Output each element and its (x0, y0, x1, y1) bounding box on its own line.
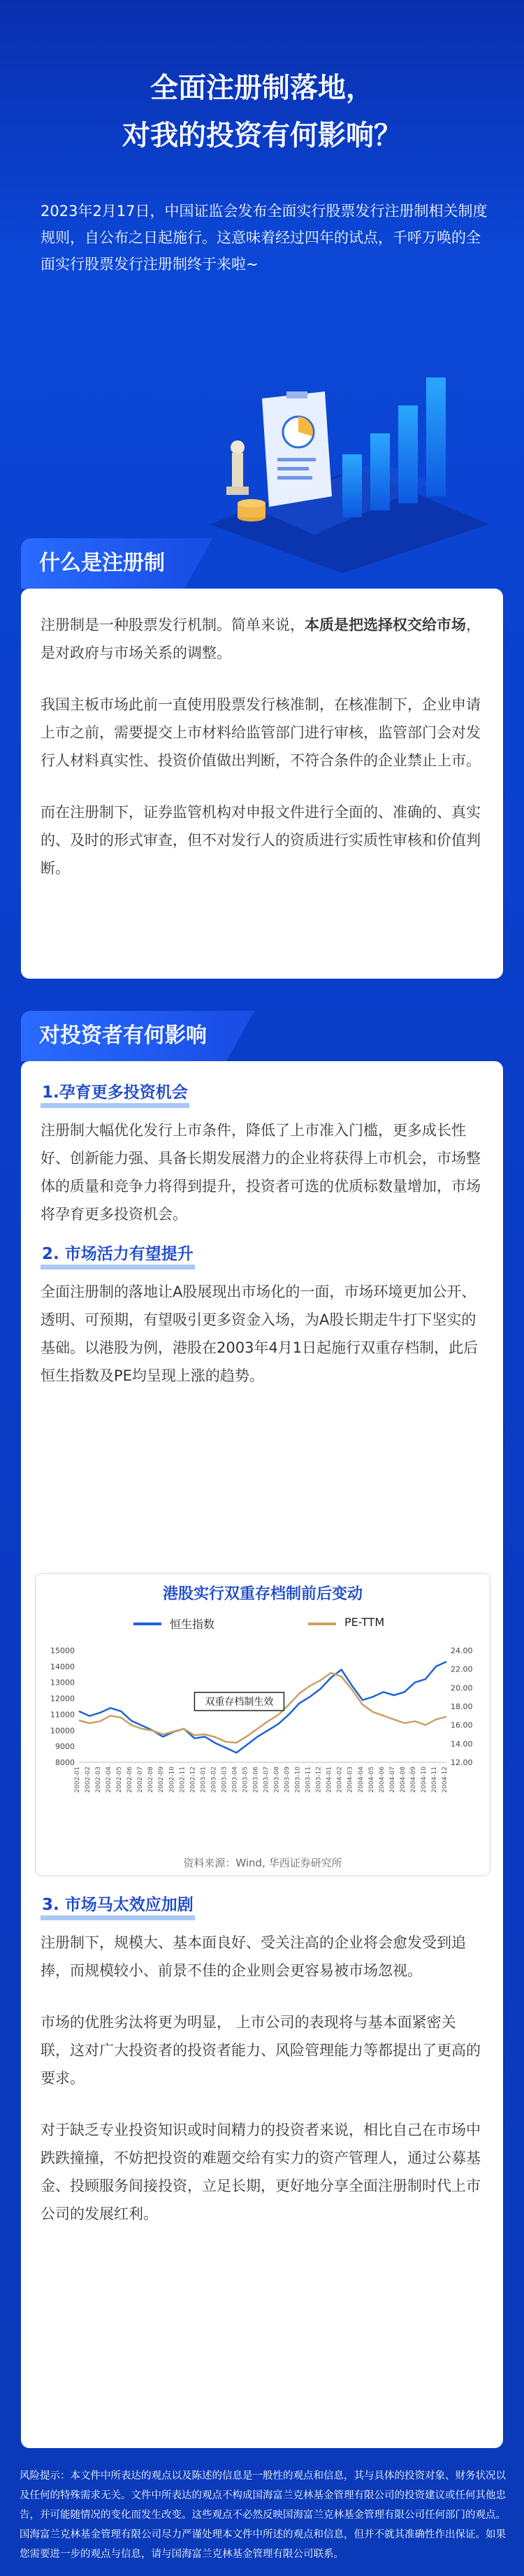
x-tick-label: 2003-01 (200, 1766, 208, 1793)
x-tick-label: 2004-06 (378, 1766, 386, 1793)
x-tick-label: 2002-03 (95, 1766, 103, 1793)
chart-container (35, 1573, 490, 1876)
line-chart (36, 1616, 490, 1846)
section1-paragraph-3: 而在注册制下，证券监管机构对申报文件进行全面的、准确的、真实的、及时的形式审查，但不对发行人的资质进行实质性审核和价值判断。 (41, 804, 481, 877)
x-tick-label: 2002-02 (85, 1766, 92, 1793)
x-tick-label: 2002-04 (105, 1766, 113, 1793)
x-tick-label: 2004-08 (399, 1766, 407, 1793)
y-left-tick-label: 11000 (50, 1710, 75, 1720)
point3-paragraph-3: 对于缺乏专业投资知识或时间精力的投资者来说，相比自己在市场中跌跌撞撞，不妨把投资的难题交给有实力的资产管理人，通过公募基金、投顾服务间接投资，立足长期，更好地分享全面注册制时代上市公司的发展红利。 (41, 2122, 481, 2222)
point2-title: 2. 市场活力有望提升 (41, 1244, 195, 1269)
x-tick-label: 2002-05 (116, 1766, 124, 1793)
x-tick-label: 2003-06 (252, 1766, 260, 1793)
point3-paragraph-1: 注册制下，规模大、基本面良好、受关注高的企业将会愈发受到追捧，而规模较小、前景不佳的企业则会更容易被市场忽视。 (41, 1934, 466, 1979)
y-right-tick-label: 16.00 (451, 1720, 473, 1730)
section2-heading: 对投资者有何影响 (21, 1011, 226, 1061)
x-tick-label: 2002-08 (147, 1766, 155, 1793)
y-right-tick-label: 20.00 (451, 1683, 473, 1693)
x-tick-label: 2004-05 (367, 1766, 375, 1793)
x-tick-label: 2003-08 (273, 1766, 281, 1793)
hero-title-line1: 全面注册制落地， (150, 72, 374, 104)
x-tick-label: 2003-12 (315, 1766, 323, 1793)
x-tick-label: 2004-09 (409, 1766, 417, 1793)
section1-p1-pre: 注册制是一种股票发行机制。简单来说， (41, 617, 305, 633)
point1-text: 注册制大幅优化发行上市条件，降低了上市准入门槛，更多成长性好、创新能力强、具备长期发展潜力的企业将获得上市机会，市场整体的质量和竞争力将得到提升，投资者可选的优质标数量增加，市场将孕育更多投资机会。 (41, 1122, 481, 1223)
y-left-tick-label: 14000 (50, 1662, 75, 1671)
x-tick-label: 2003-10 (294, 1766, 302, 1793)
hero-illustration (196, 364, 496, 573)
risk-disclaimer: 风险提示：本文件中所表达的观点以及陈述的信息是一般性的观点和信息，其与具体的投资对象、财务状况以及任何的特殊需求无关。文件中所表达的观点不构成国海富兰克林基金管理有限公司的投资建议或任何其他忠告，并可能随情况的变化而发生改变。这些观点不必然反映国海富兰克林基金管理有限公司任何部门的观点。国海富兰克林基金管理有限公司尽力严谨处理本文件中所述的观点和信息，但并不就其准确性作出保证。如果您需要进一步的观点与信息，请与国海富兰克林基金管理有限公司联系。 (20, 2470, 506, 2560)
annotation-label: 双重存档制生效 (205, 1697, 274, 1708)
x-tick-label: 2002-09 (158, 1766, 166, 1793)
x-tick-label: 2003-03 (221, 1766, 228, 1793)
x-tick-label: 2004-11 (430, 1766, 438, 1793)
x-tick-label: 2002-11 (179, 1766, 187, 1793)
section1-paragraph-2: 我国主板市场此前一直使用股票发行核准制，在核准制下，企业申请上市之前，需要提交上市材料给监管部门进行审核，监管部门会对发行人材料真实性、投资价值做出判断，不符合条件的企业禁止上市。 (41, 696, 481, 769)
y-left-tick-label: 8000 (55, 1758, 75, 1767)
x-tick-label: 2002-01 (74, 1766, 81, 1793)
x-tick-label: 2004-10 (420, 1766, 428, 1793)
x-tick-label: 2004-03 (347, 1766, 354, 1793)
x-tick-label: 2003-04 (231, 1766, 239, 1793)
card-what-is-registration (21, 589, 503, 979)
hero-title-line2: 对我的投资有何影响？ (122, 120, 402, 152)
section-impact-on-investors (21, 1011, 226, 1061)
x-tick-label: 2002-12 (189, 1766, 197, 1793)
section-what-is-registration (21, 538, 184, 589)
x-tick-label: 2004-07 (388, 1766, 396, 1793)
y-left-tick-label: 15000 (50, 1646, 75, 1655)
y-right-tick-label: 24.00 (451, 1646, 473, 1655)
x-tick-label: 2003-05 (242, 1766, 249, 1793)
y-left-tick-label: 9000 (55, 1742, 75, 1752)
point3-paragraph-2: 市场的优胜劣汰将更为明显， 上市公司的表现将与基本面紧密关联，这对广大投资者的投资者能力、风险管理能力等都提出了更高的要求。 (41, 2014, 481, 2087)
point1-title: 1.孕育更多投资机会 (41, 1082, 189, 1108)
section1-p1-post: ，是对政府与市场关系的调整。 (41, 617, 481, 661)
point2-text: 全面注册制的落地让A股展现出市场化的一面，市场环境更加公开、透明、可预期，有望吸引更多资金入场，为A股长期走牛打下坚实的基础。以港股为例，港股在2003年4月1日起施行双重存档制，此后恒生指数及PE均呈现上涨的趋势。 (41, 1283, 479, 1384)
point3-title: 3. 市场马太效应加剧 (41, 1894, 195, 1920)
x-tick-label: 2004-02 (336, 1766, 344, 1793)
x-tick-label: 2003-09 (284, 1766, 291, 1793)
x-tick-label: 2004-12 (442, 1766, 449, 1793)
x-tick-label: 2002-06 (126, 1766, 134, 1793)
y-left-tick-label: 13000 (50, 1678, 75, 1688)
x-tick-label: 2002-10 (168, 1766, 176, 1793)
y-left-tick-label: 10000 (50, 1726, 75, 1736)
chart-source: 资料来源：Wind, 华西证券研究所 (183, 1857, 342, 1869)
y-right-tick-label: 14.00 (451, 1739, 473, 1749)
section1-heading: 什么是注册制 (21, 538, 184, 589)
y-right-tick-label: 22.00 (451, 1664, 473, 1674)
x-tick-label: 2003-07 (263, 1766, 270, 1793)
intro-text: 2023年2月17日，中国证监会发布全面实行股票发行注册制相关制度规则，自公布之日起施行。这意味着经过四年的试点，千呼万唤的全面实行股票发行注册制终于来啦~ (41, 203, 488, 273)
x-tick-label: 2003-02 (210, 1766, 218, 1793)
y-right-tick-label: 18.00 (451, 1702, 473, 1711)
y-right-tick-label: 12.00 (451, 1758, 473, 1767)
section1-paragraph-1 (41, 611, 483, 667)
section1-p1-bold: 本质是把选择权交给市场 (305, 617, 466, 633)
x-tick-label: 2004-04 (357, 1766, 365, 1793)
legend-hsi-label: 恒生指数 (170, 1618, 215, 1631)
legend-pe-label: PE-TTM (344, 1616, 385, 1629)
chart-title: 港股实行双重存档制前后变动 (162, 1585, 363, 1603)
y-left-tick-label: 12000 (50, 1694, 75, 1704)
point3-block (41, 1894, 483, 2228)
x-tick-label: 2003-11 (305, 1766, 312, 1793)
x-tick-label: 2002-07 (137, 1766, 145, 1793)
x-tick-label: 2004-01 (326, 1766, 333, 1793)
hero-title (0, 64, 524, 159)
